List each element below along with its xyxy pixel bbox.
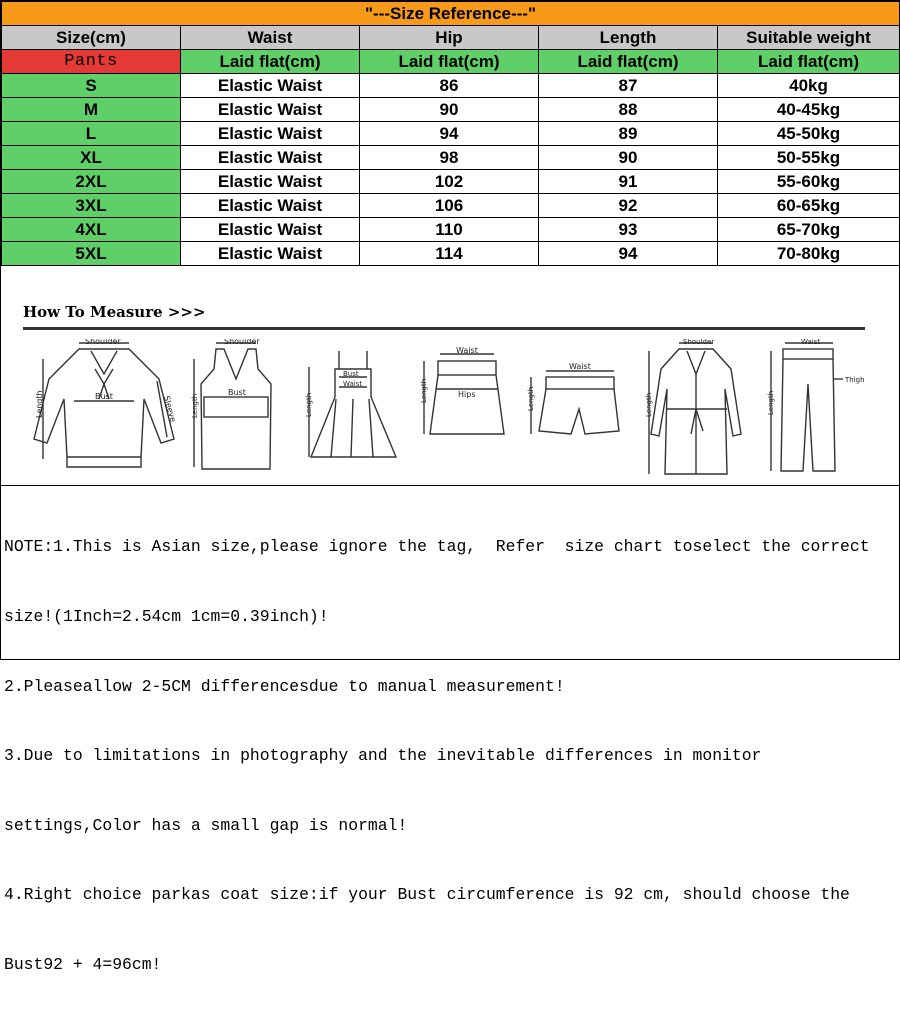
divider-line: [23, 327, 865, 330]
length-cell: 94: [539, 242, 718, 266]
waist-label: Waist: [569, 362, 591, 371]
table-row: [2, 242, 900, 266]
bust-label: Bust: [95, 392, 113, 401]
header-waist: Waist: [181, 26, 360, 50]
table-row: [2, 98, 900, 122]
length-cell: 92: [539, 194, 718, 218]
note-line: NOTE:1.This is Asian size,please ignore the tag, Refer size chart toselect the correct: [4, 537, 870, 557]
subheader-waist: Laid flat(cm): [181, 50, 360, 74]
hips-label: Hips: [458, 390, 476, 399]
bust-label: Bust: [343, 370, 359, 378]
waist-cell: Elastic Waist: [181, 194, 360, 218]
waist-cell: Elastic Waist: [181, 74, 360, 98]
dress-diagram: [301, 339, 406, 479]
size-cell: S: [2, 74, 181, 98]
size-cell: 4XL: [2, 218, 181, 242]
header-weight: Suitable weight: [718, 26, 900, 50]
size-cell: 3XL: [2, 194, 181, 218]
weight-cell: 40-45kg: [718, 98, 900, 122]
size-cell: 2XL: [2, 170, 181, 194]
hip-cell: 86: [360, 74, 539, 98]
tank-top-diagram: [186, 339, 286, 479]
table-title-row: [2, 2, 900, 26]
length-cell: 88: [539, 98, 718, 122]
size-cell: L: [2, 122, 181, 146]
weight-cell: 70-80kg: [718, 242, 900, 266]
thigh-label: Thigh: [845, 376, 865, 384]
waist-cell: Elastic Waist: [181, 242, 360, 266]
size-cell: M: [2, 98, 181, 122]
subheader-length: Laid flat(cm): [539, 50, 718, 74]
table-row: [2, 74, 900, 98]
skirt-diagram: [416, 339, 516, 479]
length-cell: 89: [539, 122, 718, 146]
length-cell: 90: [539, 146, 718, 170]
weight-cell: 65-70kg: [718, 218, 900, 242]
waist-cell: Elastic Waist: [181, 146, 360, 170]
waist-label: Waist: [456, 346, 478, 355]
weight-cell: 55-60kg: [718, 170, 900, 194]
header-row: [2, 26, 900, 50]
table-row: [2, 170, 900, 194]
shoulder-label: Shoulder: [683, 339, 715, 346]
length-cell: 93: [539, 218, 718, 242]
bust-label: Bust: [228, 388, 246, 397]
shorts-diagram: [521, 339, 631, 479]
hip-cell: 106: [360, 194, 539, 218]
weight-cell: 50-55kg: [718, 146, 900, 170]
note-line: Bust92 + 4=96cm!: [4, 955, 162, 975]
how-to-measure-title: How To Measure >>>: [23, 303, 206, 321]
table-row: [2, 194, 900, 218]
weight-cell: 45-50kg: [718, 122, 900, 146]
note-line: 4.Right choice parkas coat size:if your Bust circumference is 92 cm, should choose the: [4, 885, 850, 905]
header-hip: Hip: [360, 26, 539, 50]
header-length: Length: [539, 26, 718, 50]
hip-cell: 114: [360, 242, 539, 266]
note-line: 2.Pleaseallow 2-5CM differencesdue to manual measurement!: [4, 676, 565, 696]
waist-label: Waist: [801, 339, 821, 346]
length-label: Length: [645, 392, 653, 417]
length-label: Length: [191, 393, 199, 418]
note-line: settings,Color has a small gap is normal!: [4, 815, 408, 835]
notes-section: [4, 489, 896, 1023]
subheader-weight: Laid flat(cm): [718, 50, 900, 74]
how-to-measure-section: [1, 291, 899, 486]
hip-cell: 102: [360, 170, 539, 194]
blouse-diagram: [29, 339, 179, 479]
weight-cell: 40kg: [718, 74, 900, 98]
waist-cell: Elastic Waist: [181, 122, 360, 146]
size-cell: XL: [2, 146, 181, 170]
header-size: Size(cm): [2, 26, 181, 50]
waist-cell: Elastic Waist: [181, 218, 360, 242]
length-label: Length: [767, 390, 775, 415]
hip-cell: 90: [360, 98, 539, 122]
shoulder-label: Shoulder: [224, 339, 260, 346]
pants-diagram: [761, 339, 871, 479]
length-label: Length: [305, 392, 313, 417]
shoulder-label: Shoulder: [85, 339, 121, 346]
waist-cell: Elastic Waist: [181, 170, 360, 194]
table-row: [2, 146, 900, 170]
weight-cell: 60-65kg: [718, 194, 900, 218]
waist-cell: Elastic Waist: [181, 98, 360, 122]
hip-cell: 94: [360, 122, 539, 146]
length-cell: 87: [539, 74, 718, 98]
length-label: Length: [35, 390, 44, 418]
length-label: Length: [527, 386, 535, 411]
trench-coat-diagram: [641, 339, 751, 479]
subheader-row: [2, 50, 900, 74]
size-reference-table: [1, 1, 900, 266]
note-line: 3.Due to limitations in photography and the inevitable differences in monitor: [4, 746, 762, 766]
hip-cell: 98: [360, 146, 539, 170]
table-row: [2, 122, 900, 146]
pants-label: Pants: [2, 50, 181, 74]
waist-label: Waist: [343, 380, 363, 388]
table-title: "---Size Reference---": [2, 2, 900, 26]
size-rows: [2, 74, 900, 266]
hip-cell: 110: [360, 218, 539, 242]
table-row: [2, 218, 900, 242]
length-label: Length: [420, 378, 428, 403]
sleeve-label: Sleeve: [161, 394, 178, 424]
subheader-hip: Laid flat(cm): [360, 50, 539, 74]
note-line: size!(1Inch=2.54cm 1cm=0.39inch)!: [4, 607, 329, 627]
length-cell: 91: [539, 170, 718, 194]
size-cell: 5XL: [2, 242, 181, 266]
